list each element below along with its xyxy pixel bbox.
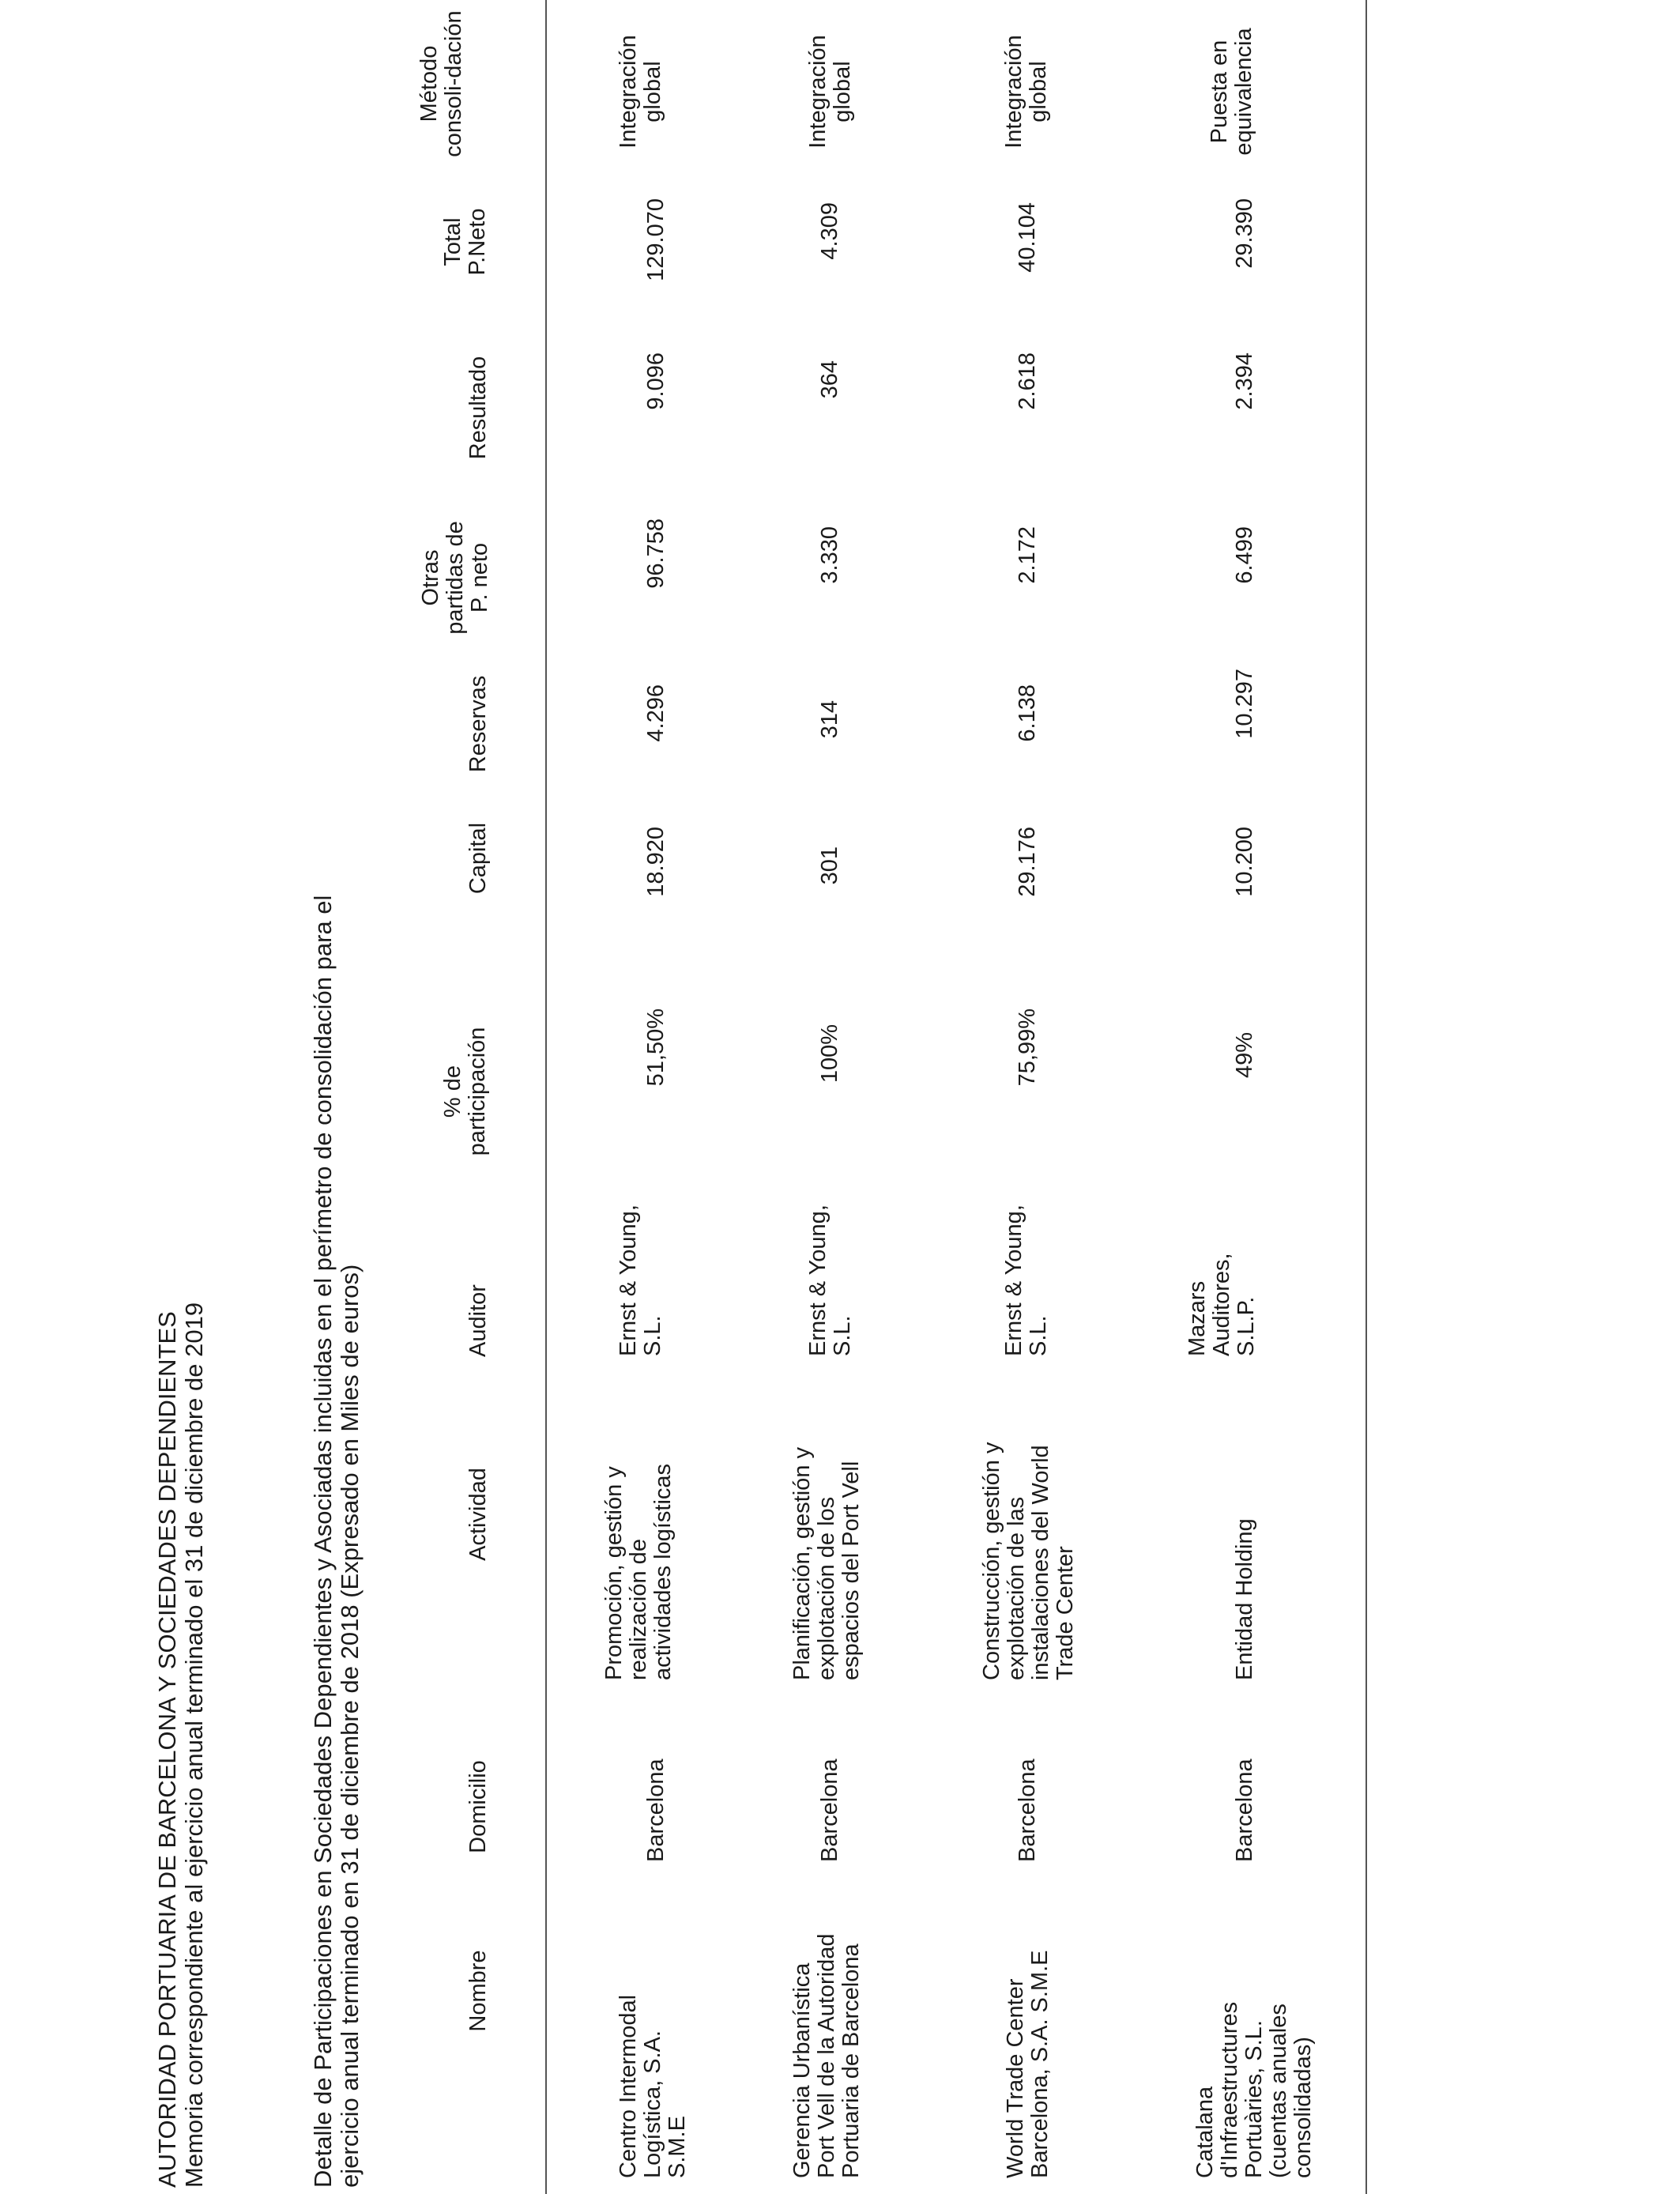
row1-metodo: Integración global: [616, 35, 665, 149]
row3-capital: 29.176: [1015, 827, 1040, 897]
row3-domicilio: Barcelona: [1015, 1759, 1040, 1862]
document-title: AUTORIDAD PORTUARIA DE BARCELONA Y SOCIEDADES DEPENDIENTES: [153, 1311, 181, 2188]
header-auditor: Auditor: [465, 1284, 491, 1357]
row3-total: 40.104: [1015, 202, 1040, 273]
header-metodo: Método consoli-dación: [416, 10, 466, 157]
row2-otras: 3.330: [817, 526, 842, 584]
row1-participacion: 51,50%: [643, 1008, 669, 1087]
row2-nombre: Gerencia Urbanística Port Vell de la Autoridad Portuaria de Barcelona: [789, 1933, 864, 2178]
row2-total: 4.309: [817, 202, 842, 260]
row1-reservas: 4.296: [643, 684, 669, 742]
row3-metodo: Integración global: [1001, 35, 1051, 149]
header-domicilio: Domicilio: [465, 1760, 491, 1853]
row4-auditor: Mazars Auditores, S.L.P.: [1185, 1253, 1259, 1356]
table-top-rule: [545, 0, 547, 2194]
row4-total: 29.390: [1232, 198, 1257, 269]
row2-domicilio: Barcelona: [817, 1759, 842, 1862]
document-subtitle: Memoria correspondiente al ejercicio anual terminado el 31 de diciembre de 2019: [180, 1302, 208, 2188]
row4-nombre: Catalana d'Infraestructures Portuàries, S.L. (cuentas anuales consolidadas): [1192, 2001, 1316, 2178]
row2-metodo: Integración global: [805, 35, 855, 149]
header-nombre: Nombre: [465, 1950, 491, 2032]
table-bottom-rule: [1365, 0, 1367, 2194]
row1-total: 129.070: [643, 198, 669, 281]
row3-otras: 2.172: [1015, 526, 1040, 584]
row4-participacion: 49%: [1232, 1032, 1257, 1079]
row3-reservas: 6.138: [1015, 684, 1040, 742]
row4-otras: 6.499: [1232, 526, 1257, 584]
row3-actividad: Construcción, gestión y explotación de las instalaciones del World Trade Center: [979, 1442, 1078, 1680]
header-capital: Capital: [465, 822, 491, 895]
row1-domicilio: Barcelona: [643, 1759, 669, 1862]
row4-domicilio: Barcelona: [1232, 1759, 1257, 1862]
table-caption: Detalle de Participaciones en Sociedades Dependientes y Asociadas incluidas en el perímetro de consolidación para el ejercicio anual terminado en 31 de diciembre de 2018 (Expresado en Miles de euros): [309, 895, 363, 2188]
row4-reservas: 10.297: [1232, 669, 1257, 739]
row1-capital: 18.920: [643, 827, 669, 897]
row4-resultado: 2.394: [1232, 352, 1257, 410]
row3-auditor: Ernst & Young, S.L.: [1001, 1204, 1051, 1356]
row2-capital: 301: [817, 846, 842, 885]
row2-auditor: Ernst & Young, S.L.: [805, 1204, 855, 1356]
row1-nombre: Centro Intermodal Logística, S.A. S.M.E: [616, 1994, 690, 2178]
row4-capital: 10.200: [1232, 827, 1257, 897]
row1-actividad: Promoción, gestión y realización de actividades logísticas: [601, 1463, 676, 1680]
row4-actividad: Entidad Holding: [1232, 1518, 1257, 1680]
row1-resultado: 9.096: [643, 352, 669, 410]
header-resultado: Resultado: [465, 356, 491, 460]
header-total: Total P.Neto: [440, 208, 490, 276]
row2-actividad: Planificación, gestión y explotación de los espacios del Port Vell: [789, 1447, 864, 1680]
row2-resultado: 364: [817, 360, 842, 399]
row2-reservas: 314: [817, 700, 842, 739]
row3-nombre: World Trade Center Barcelona, S.A. S.M.E: [1003, 1950, 1053, 2178]
row1-otras: 96.758: [643, 518, 669, 589]
header-reservas: Reservas: [465, 675, 491, 773]
header-otras: Otras partidas de P. neto: [418, 521, 492, 635]
row2-participacion: 100%: [817, 1024, 842, 1084]
row1-auditor: Ernst & Young, S.L.: [616, 1204, 665, 1356]
row3-resultado: 2.618: [1015, 352, 1040, 410]
row4-metodo: Puesta en equivalencia: [1207, 28, 1256, 156]
header-actividad: Actividad: [465, 1468, 491, 1561]
row3-participacion: 75,99%: [1015, 1008, 1040, 1087]
header-participacion: % de participación: [440, 1027, 490, 1156]
